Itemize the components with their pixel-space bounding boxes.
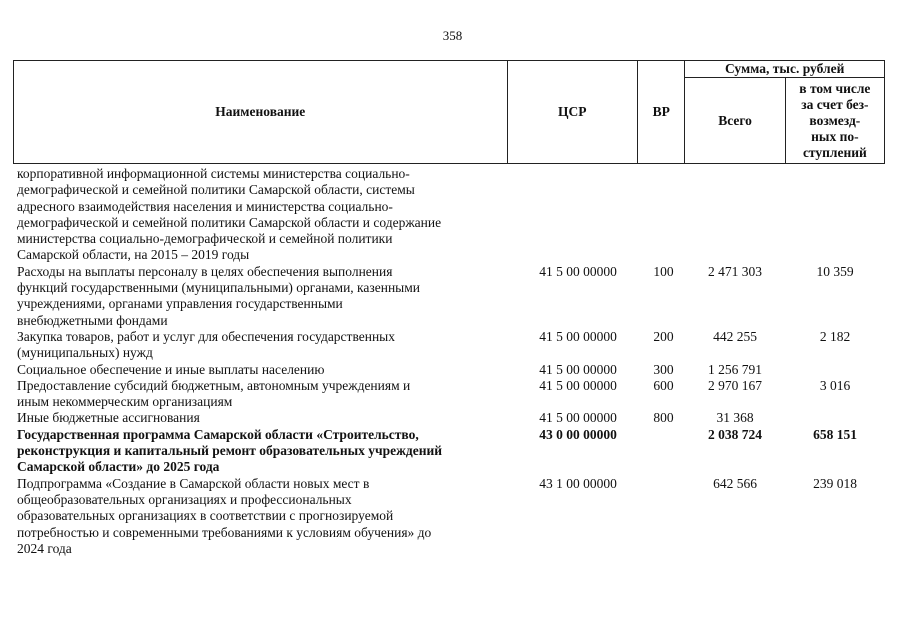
page-number: 358 — [442, 28, 463, 43]
row-vr: 300 — [653, 361, 674, 377]
header-gratuitous-line: ступлений — [802, 144, 867, 160]
row-name-line: (муниципальных) нужд — [17, 345, 153, 361]
row-name-line: Иные бюджетные ассигнования — [17, 410, 200, 426]
row-gratuitous: 2 182 — [819, 328, 851, 344]
header-gratuitous-line: за счет без- — [801, 96, 869, 112]
header-sum-group: Сумма, тыс. рублей — [685, 61, 885, 78]
header-vr: ВР — [638, 61, 685, 164]
header-gratuitous-line: в том числе — [799, 80, 871, 96]
row-csr: 43 1 00 00000 — [539, 475, 617, 491]
row-csr: 41 5 00 00000 — [539, 361, 617, 377]
row-name — [17, 166, 514, 264]
table-row — [17, 264, 885, 329]
row-name-line: потребностью и современными требованиями к условиям обучения» до — [17, 524, 432, 540]
row-name-line: образовательных организациях в соответствии с прогнозируемой — [17, 508, 394, 524]
row-name — [17, 264, 514, 329]
row-vr: 600 — [653, 377, 674, 393]
row-vr: 100 — [653, 263, 674, 279]
row-name-line: реконструкция и капитальный ремонт образовательных учреждений — [17, 443, 443, 459]
row-name-line: Закупка товаров, работ и услуг для обеспечения государственных — [17, 328, 396, 344]
row-name — [17, 427, 514, 476]
table-header — [13, 60, 885, 164]
row-total: 642 566 — [713, 475, 757, 491]
row-vr: 200 — [653, 328, 674, 344]
row-csr: 41 5 00 00000 — [539, 263, 617, 279]
row-total: 2 471 303 — [708, 263, 762, 279]
row-name-line: демографической и семейной политики Самарской области и содержание — [17, 214, 442, 230]
row-name-line: Государственная программа Самарской области «Строительство, — [17, 426, 419, 442]
row-vr: 800 — [653, 410, 674, 426]
table-row — [17, 329, 885, 362]
row-name-line: Подпрограмма «Создание в Самарской области новых мест в — [17, 475, 370, 491]
row-name-line: функций государственными (муниципальными) органами, казенными — [17, 280, 421, 296]
header-name: Наименование — [14, 61, 508, 164]
row-total: 442 255 — [713, 328, 757, 344]
header-total: Всего — [685, 78, 785, 164]
row-name-line: 2024 года — [17, 540, 72, 556]
row-gratuitous: 10 359 — [816, 263, 854, 279]
row-name-line: Расходы на выплаты персоналу в целях обеспечения выполнения — [17, 263, 393, 279]
row-name-line: Самарской области, на 2015 – 2019 годы — [17, 247, 250, 263]
row-name — [17, 476, 514, 557]
table-body — [17, 166, 885, 557]
row-total: 31 368 — [716, 410, 754, 426]
row-total: 1 256 791 — [708, 361, 762, 377]
row-total: 2 038 724 — [708, 426, 762, 442]
row-csr: 41 5 00 00000 — [539, 410, 617, 426]
header-gratuitous — [785, 78, 884, 164]
header-gratuitous-line: возмезд- — [809, 112, 861, 128]
row-name-line: адресного взаимодействия населения и министерства социально- — [17, 198, 393, 214]
row-csr: 43 0 00 00000 — [539, 426, 617, 442]
row-name-line: Социальное обеспечение и иные выплаты населению — [17, 361, 325, 377]
table-row — [17, 166, 885, 264]
row-name-line: корпоративной информационной системы министерства социально- — [17, 166, 410, 181]
row-name-line: демографической и семейной политики Самарской области, системы — [17, 182, 415, 198]
row-name — [17, 378, 514, 411]
row-name-line: учреждениями, органами управления государственными — [17, 296, 343, 312]
row-name-line: Самарской области» до 2025 года — [17, 459, 220, 475]
row-name-line: Предоставление субсидий бюджетным, автономным учреждениям и — [17, 377, 411, 393]
row-name — [17, 362, 514, 378]
row-name-line: иным некоммерческим организациям — [17, 394, 233, 410]
row-name-line: внебюджетными фондами — [17, 312, 168, 328]
row-name-line: общеобразовательных организациях и профессиональных — [17, 491, 352, 507]
table-row — [17, 362, 885, 378]
row-name — [17, 329, 514, 362]
row-gratuitous: 658 151 — [813, 426, 857, 442]
row-name — [17, 410, 514, 426]
row-gratuitous: 3 016 — [819, 377, 851, 393]
table-row — [17, 427, 885, 476]
header-gratuitous-line: ных по- — [811, 128, 859, 144]
table-row — [17, 378, 885, 411]
row-gratuitous: 239 018 — [813, 475, 857, 491]
table-row — [17, 476, 885, 557]
table-row — [17, 410, 885, 426]
row-csr: 41 5 00 00000 — [539, 377, 617, 393]
row-total: 2 970 167 — [708, 377, 762, 393]
row-csr: 41 5 00 00000 — [539, 328, 617, 344]
row-name-line: министерства социально-демографической и семейной политики — [17, 231, 393, 247]
header-csr: ЦСР — [507, 61, 637, 164]
